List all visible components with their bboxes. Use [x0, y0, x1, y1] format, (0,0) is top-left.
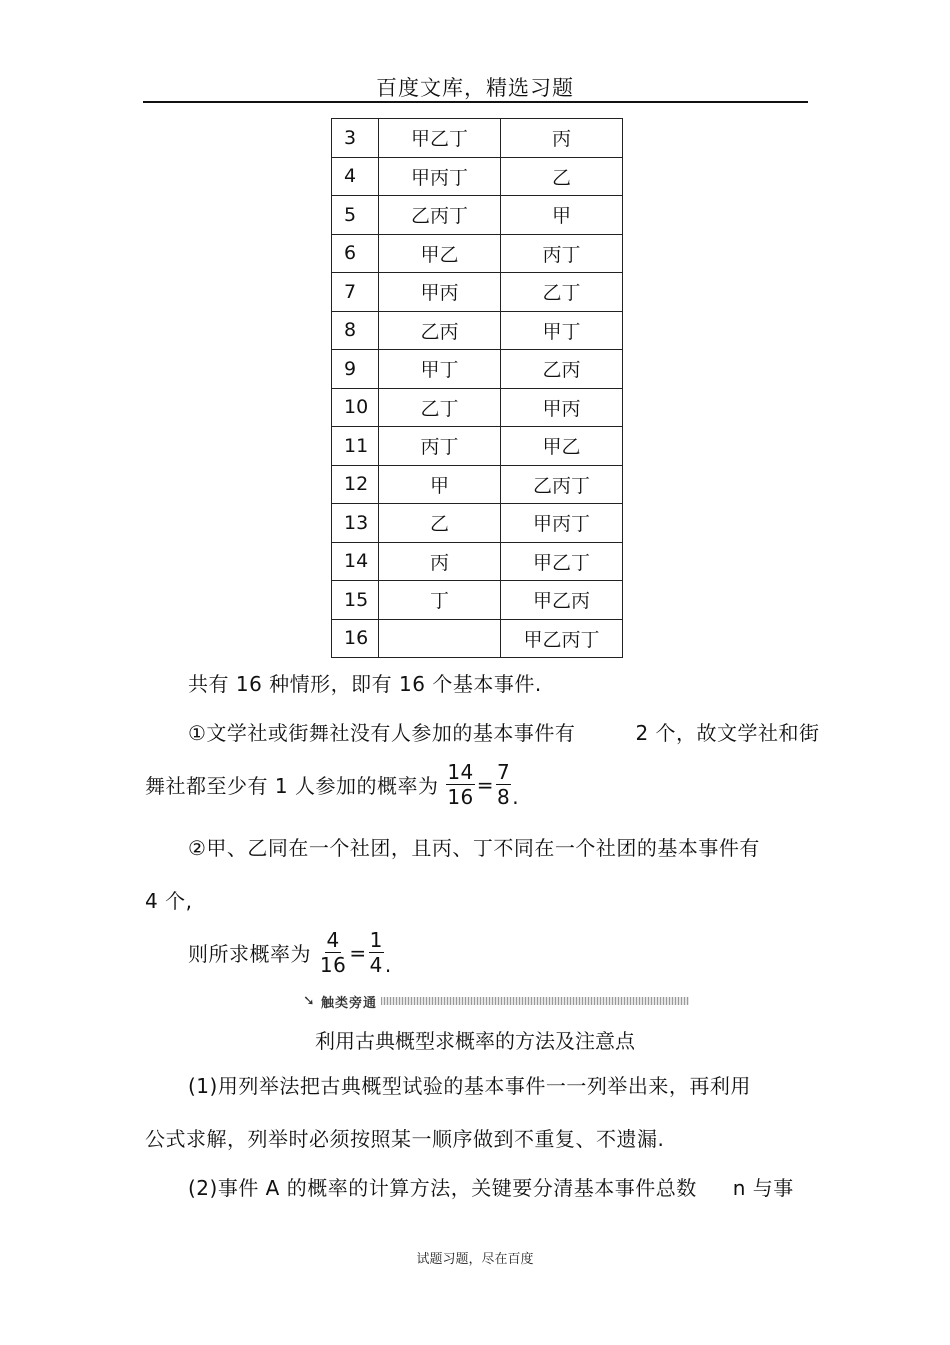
- row-number-cell: 11: [332, 427, 379, 466]
- row-number-cell: 16: [332, 619, 379, 658]
- row-number-cell: 13: [332, 504, 379, 543]
- group-a-cell: 乙: [379, 504, 501, 543]
- group-b-cell: 乙丙丁: [501, 465, 623, 504]
- group-a-cell: 乙丁: [379, 388, 501, 427]
- paragraph-1-line-1: [188, 717, 820, 746]
- group-a-cell: 甲丙: [379, 273, 501, 312]
- paragraph-1-line-2: [145, 760, 519, 809]
- paragraph-2-line-2: 4 个,: [145, 889, 193, 913]
- paragraph-total-events: 共有 16 种情形，即有 16 个基本事件.: [188, 672, 542, 696]
- paragraph-1-line-1-text-b: 2 个，故文学社和街: [635, 721, 820, 745]
- page-header-title: 百度文库，精选习题: [376, 76, 574, 100]
- table-row: [332, 350, 623, 389]
- row-number-cell: 6: [332, 234, 379, 273]
- group-a-cell: 丙丁: [379, 427, 501, 466]
- group-a-cell: 甲丙丁: [379, 157, 501, 196]
- group-a-cell: 丙: [379, 542, 501, 581]
- basic-events-table: [331, 118, 623, 658]
- table-row: [332, 619, 623, 658]
- paragraph-1-line-2-text: 舞社都至少有 1 人参加的概率为: [145, 774, 439, 798]
- group-b-cell: 甲乙丙丁: [501, 619, 623, 658]
- group-b-cell: 乙丁: [501, 273, 623, 312]
- equals-sign: =: [349, 940, 367, 965]
- table-row: [332, 119, 623, 158]
- period: .: [384, 953, 392, 977]
- fraction-14-16: [446, 760, 474, 809]
- fraction-numerator: 14: [447, 760, 474, 784]
- group-b-cell: 乙丙: [501, 350, 623, 389]
- table-row: [332, 234, 623, 273]
- table-row: [332, 273, 623, 312]
- paragraph-2-line-1: ②甲、乙同在一个社团，且丙、丁不同在一个社团的基本事件有: [188, 836, 760, 860]
- group-a-cell: [379, 619, 501, 658]
- row-number-cell: 8: [332, 311, 379, 350]
- fraction-4-16: [319, 928, 347, 977]
- group-a-cell: 甲: [379, 465, 501, 504]
- table-row: [332, 542, 623, 581]
- row-number-cell: 12: [332, 465, 379, 504]
- group-b-cell: 丙: [501, 119, 623, 158]
- period: .: [512, 785, 520, 809]
- row-number-cell: 7: [332, 273, 379, 312]
- group-a-cell: 甲乙丁: [379, 119, 501, 158]
- fraction-1-4: [369, 928, 384, 977]
- group-b-cell: 甲乙丁: [501, 542, 623, 581]
- method-item-2-text-b: n 与事: [732, 1176, 794, 1200]
- table-row: [332, 311, 623, 350]
- paragraph-1-line-1-text-a: ①文学社或街舞社没有人参加的基本事件有: [188, 721, 576, 745]
- row-number-cell: 5: [332, 196, 379, 235]
- fraction-denominator: 8: [497, 785, 511, 809]
- group-b-cell: 甲丙: [501, 388, 623, 427]
- tip-banner-label: 触类旁通: [321, 996, 378, 1011]
- fraction-denominator: 16: [319, 953, 347, 977]
- method-item-2: [188, 1172, 794, 1201]
- paragraph-3-text: 则所求概率为: [188, 942, 311, 966]
- method-item-1-line-2: 公式求解，列举时必须按照某一顺序做到不重复、不遗漏.: [145, 1127, 665, 1151]
- group-b-cell: 丙丁: [501, 234, 623, 273]
- tip-banner: [303, 993, 689, 1011]
- group-b-cell: 甲乙: [501, 427, 623, 466]
- group-a-cell: 丁: [379, 581, 501, 620]
- row-number-cell: 4: [332, 157, 379, 196]
- row-number-cell: 9: [332, 350, 379, 389]
- table-row: [332, 157, 623, 196]
- group-b-cell: 甲丁: [501, 311, 623, 350]
- fraction-denominator: 4: [369, 953, 383, 977]
- group-a-cell: 甲乙: [379, 234, 501, 273]
- row-number-cell: 14: [332, 542, 379, 581]
- table-row: [332, 465, 623, 504]
- fraction-numerator: 4: [326, 928, 340, 952]
- row-number-cell: 3: [332, 119, 379, 158]
- section-title: 利用古典概型求概率的方法及注意点: [315, 1029, 635, 1053]
- group-b-cell: 甲乙丙: [501, 581, 623, 620]
- table-row: [332, 388, 623, 427]
- fraction-numerator: 7: [497, 760, 511, 784]
- header-divider: [143, 101, 808, 103]
- page-footer: 试题习题，尽在百度: [416, 1252, 534, 1267]
- group-a-cell: 甲丁: [379, 350, 501, 389]
- fraction-7-8: [496, 760, 511, 809]
- row-number-cell: 10: [332, 388, 379, 427]
- group-b-cell: 甲丙丁: [501, 504, 623, 543]
- group-b-cell: 乙: [501, 157, 623, 196]
- method-item-1-line-1: (1)用列举法把古典概型试验的基本事件一一列举出来，再利用: [188, 1074, 751, 1098]
- paragraph-3: [188, 928, 392, 977]
- method-item-2-text-a: (2)事件 A 的概率的计算方法，关键要分清基本事件总数: [188, 1176, 697, 1200]
- table-row: [332, 504, 623, 543]
- row-number-cell: 15: [332, 581, 379, 620]
- table-row: [332, 581, 623, 620]
- equals-sign: =: [476, 772, 495, 797]
- fraction-denominator: 16: [447, 785, 474, 809]
- group-a-cell: 乙丙: [379, 311, 501, 350]
- table-row: [332, 196, 623, 235]
- table-row: [332, 427, 623, 466]
- fraction-numerator: 1: [369, 928, 383, 952]
- tip-banner-stripe: [381, 997, 689, 1005]
- group-a-cell: 乙丙丁: [379, 196, 501, 235]
- group-b-cell: 甲: [501, 196, 623, 235]
- arrow-icon: ➘: [303, 993, 315, 1009]
